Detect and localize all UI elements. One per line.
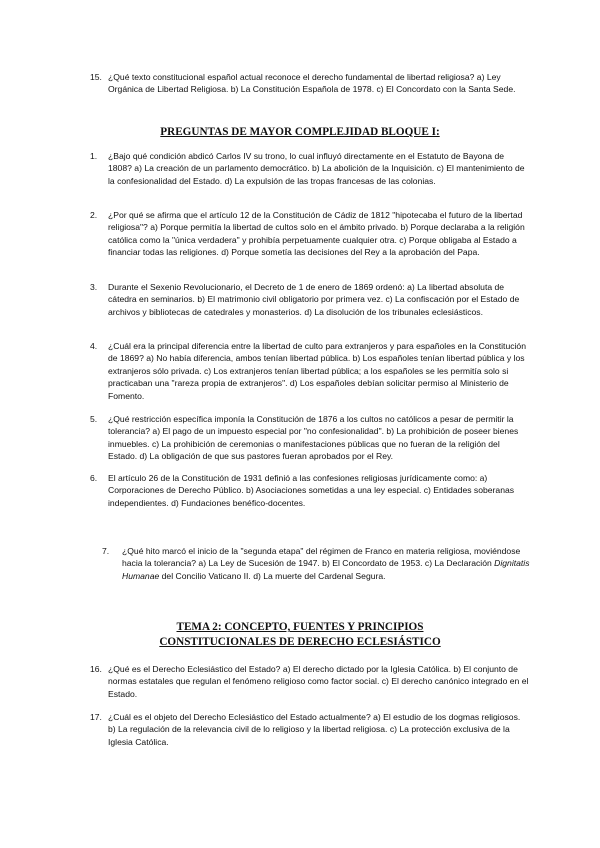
heading-bloque-1: PREGUNTAS DE MAYOR COMPLEJIDAD BLOQUE I:	[160, 126, 440, 138]
question-number: 6.	[90, 473, 98, 483]
question-text: ¿Por qué se afirma que el artículo 12 de la Constitución de Cádiz de 1812 "hipotecaba el futuro de la libertad religiosa"? a) Porque permitía la libertad de cultos solo en el ámbito privado. b) Porque declaraba a la religión católica como la "única verdadera" y prohibía perpetuamente cualquier otra. c) Porque obligaba al Estado a financiar todas las religiones. d) Porque sometía las decisiones del Rey a la aprobación del Papa.	[108, 210, 525, 258]
question-text: ¿Cuál es el objeto del Derecho Eclesiástico del Estado actualmente? a) El estudio de los dogmas religiosos. b) La regulación de la relevancia civil de lo religioso y la libertad religiosa. c) La protección exclusiva de la Iglesia Católica.	[108, 712, 521, 747]
question-text: ¿Qué restricción específica imponía la Constitución de 1876 a los cultos no católicos a pesar de permitir la tolerancia? a) El pago de un impuesto especial por "no confesionalidad". b) La prohibición de poseer bienes inmuebles. c) La prohibición de ceremonias o manifestaciones públicas que no fueran de la religión del Estado. d) La obligación de que sus pastores fueran aprobados por el Rey.	[108, 414, 519, 462]
question-3	[90, 281, 530, 318]
question-5	[90, 413, 530, 463]
question-text: ¿Cuál era la principal diferencia entre la libertad de culto para extranjeros y para españoles en la Constitución de 1869? a) No había diferencia, ambos tenían libertad pública. b) Los españoles tenían libertad pública y los extranjeros sólo privada. c) Los extranjeros tenían libertad pública; a los españoles se les permitía solo si practicaban una "rareza propia de extranjeros". d) Los españoles debían solicitar permiso al Ministerio de Fomento.	[108, 341, 526, 401]
question-text: ¿Bajo qué condición abdicó Carlos IV su trono, lo cual influyó directamente en el Estatuto de Bayona de 1808? a) La creación de un parlamento democrático. b) La abolición de la Inquisición. c) El mantenimiento de la confesionalidad del Estado. d) La expulsión de las tropas francesas de las colonias.	[108, 151, 525, 186]
question-text: ¿Qué es el Derecho Eclesiástico del Estado? a) El derecho dictado por la Iglesia Católica. b) El conjunto de normas estatales que regulan el fenómeno religioso como factor social. c) El derecho canónico integrado en el Estado.	[108, 664, 529, 699]
question-number: 7.	[102, 546, 110, 556]
question-number: 3.	[90, 282, 98, 292]
question-text	[102, 545, 530, 582]
question-text-part: ¿Qué hito marcó el inicio de la "segunda etapa" del régimen de Franco en materia religiosa, moviéndose hacia la tolerancia? a) La Ley de Sucesión de 1947. b) El Concordato de 1953. c) La Declaración	[122, 546, 521, 569]
question-number: 5.	[90, 414, 98, 424]
question-text-part: del Concilio Vaticano II. d) La muerte del Cardenal Segura.	[159, 570, 386, 581]
question-4	[90, 340, 530, 402]
document-title-italic: Dignitatis Humanae	[122, 558, 530, 581]
question-text: ¿Qué texto constitucional español actual reconoce el derecho fundamental de libertad religiosa? a) Ley Orgánica de Libertad Religiosa. b) La Constitución Española de 1978. c) El Concordato con la Santa Sede.	[108, 72, 516, 95]
question-15	[90, 71, 530, 96]
question-1	[90, 150, 530, 187]
question-6	[90, 472, 530, 509]
question-number: 15.	[90, 72, 102, 82]
question-16	[90, 663, 530, 700]
question-text: Durante el Sexenio Revolucionario, el Decreto de 1 de enero de 1869 ordenó: a) La libertad absoluta de cátedra en seminarios. b) El matrimonio civil obligatorio por primera vez. c) La confiscación por el Estado de archivos y bibliotecas de catedrales y monasterios. d) La disolución de los tribunales eclesiásticos.	[108, 282, 520, 317]
question-number: 1.	[90, 151, 98, 161]
question-number: 17.	[90, 712, 102, 722]
question-number: 2.	[90, 210, 98, 220]
question-7	[102, 545, 530, 582]
question-2	[90, 209, 530, 259]
heading-tema-2: TEMA 2: CONCEPTO, FUENTES Y PRINCIPIOS CONSTITUCIONALES DE DERECHO ECLESIÁSTICO	[159, 621, 441, 648]
question-number: 16.	[90, 664, 102, 674]
question-17	[90, 711, 530, 748]
question-text: El artículo 26 de la Constitución de 1931 definió a las confesiones religiosas jurídicamente como: a) Corporaciones de Derecho Público. b) Asociaciones sometidas a una ley especial. c) Entidades soberanas independientes. d) Fundaciones benéfico-docentes.	[108, 473, 515, 508]
question-number: 4.	[90, 341, 98, 351]
